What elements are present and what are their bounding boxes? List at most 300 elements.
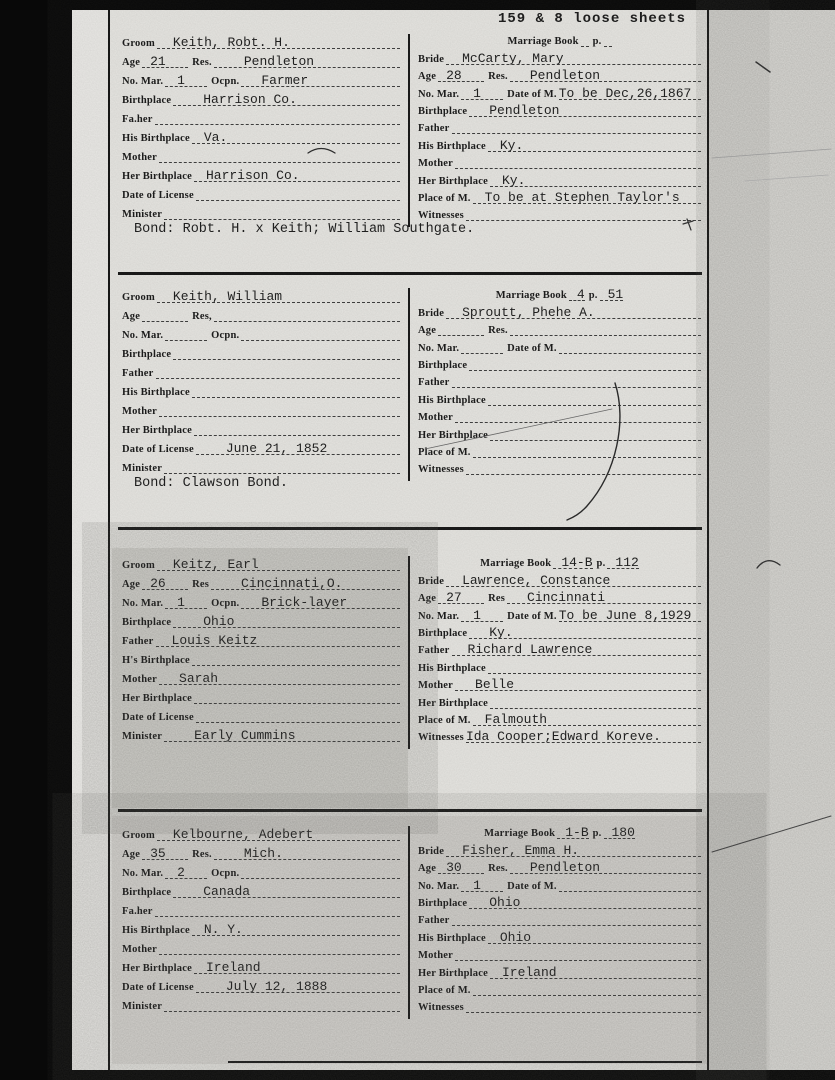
father-label: Father — [418, 123, 450, 135]
groom-her-birthplace-value: Ireland — [205, 960, 261, 975]
marriage-book-line — [557, 820, 588, 839]
groom-name-value: Keith, William — [172, 289, 283, 304]
field-row-groom-mother — [122, 144, 400, 163]
groom-label: Groom — [122, 292, 155, 303]
bond-note: Bond: Clawson Bond. — [134, 476, 288, 491]
field-row-groom-mother — [122, 666, 400, 685]
field-row-groom-nomar-ocpn — [122, 322, 400, 341]
field-row-groom-minister — [122, 201, 400, 220]
field-row-groom-age-res — [122, 571, 400, 590]
groom-his-birthplace-value: N. Y. — [203, 922, 243, 937]
field-row-groom-age-res — [122, 841, 400, 860]
groom-her-birthplace-line — [194, 685, 400, 704]
groom-birthplace-line — [173, 341, 400, 360]
ocpn-label: Ocpn. — [211, 330, 240, 341]
field-row-bride-mother — [418, 152, 701, 169]
mother-label: Mother — [418, 158, 454, 170]
bride-date-of-m-line — [559, 335, 701, 354]
his-birthplace-label: His Birthplace — [418, 140, 486, 152]
field-row-groom — [122, 822, 400, 841]
minister-label: Minister — [122, 1001, 163, 1012]
his-birthplace-label: His Birthplace — [418, 662, 486, 674]
res-label: Res. — [192, 849, 212, 860]
groom-birthplace-value: Canada — [203, 884, 251, 899]
groom-her-birthplace-line — [194, 163, 400, 182]
res-label: Res. — [488, 325, 508, 337]
groom-her-birthplace-line — [194, 417, 400, 436]
groom-his-birthplace-line — [192, 647, 400, 666]
record-center-divider — [408, 288, 410, 481]
field-row-bride-birthplace — [418, 622, 701, 639]
bride-res-value: Cincinnati — [527, 590, 606, 606]
field-row-groom-birthplace — [122, 341, 400, 360]
place-of-m-line — [473, 977, 701, 996]
bride-label: Bride — [418, 307, 445, 319]
field-row-bride-mother — [418, 944, 701, 961]
field-row-bride-her-birthplace — [418, 961, 701, 978]
groom-license-value: July 12, 1888 — [225, 979, 328, 994]
field-row-groom-license — [122, 704, 400, 723]
bride-name-value: McCarty, Mary — [462, 50, 564, 66]
bond-note: Bond: Robt. H. x Keith; William Southgate. — [134, 222, 475, 237]
field-row-witnesses — [418, 204, 701, 221]
field-row-bride-her-birthplace — [418, 169, 701, 186]
birthplace-label: Birthplace — [122, 95, 172, 106]
groom-mother-line — [159, 144, 400, 163]
groom-birthplace-line — [173, 609, 400, 628]
mother-label: Mother — [418, 680, 454, 692]
bride-her-birthplace-line — [490, 690, 701, 709]
field-row-groom-birthplace — [122, 609, 400, 628]
bride-age-line — [438, 63, 484, 82]
father-label: Father — [418, 645, 450, 657]
groom-name-value: Keitz, Earl — [172, 557, 259, 572]
bride-nomar-line — [461, 335, 503, 354]
field-row-place-of-m — [418, 187, 701, 204]
field-row-bride-age-res — [418, 319, 701, 336]
bride-birthplace-line — [469, 890, 701, 909]
page-gutter-strip — [72, 10, 108, 1070]
groom-his-birthplace-line — [192, 125, 400, 144]
page-margin-right — [709, 10, 835, 1070]
age-label: Age — [418, 863, 437, 875]
groom-mother-value: Sarah — [179, 671, 219, 686]
field-row-groom-her-birthplace — [122, 417, 400, 436]
bride-mother-value: Belle — [475, 677, 515, 693]
groom-age-line — [142, 571, 188, 590]
no-mar-label: No. Mar. — [122, 598, 164, 609]
record-center-divider — [408, 34, 410, 227]
field-row-bride-birthplace — [418, 354, 701, 371]
page-label: p. — [596, 558, 606, 570]
page-line — [607, 550, 638, 569]
groom-nomar-line — [165, 590, 207, 609]
bride-his-birthplace-line — [488, 655, 701, 674]
birthplace-label: Birthplace — [418, 105, 468, 117]
field-row-groom-her-birthplace — [122, 163, 400, 182]
bride-age-value: 28 — [446, 68, 462, 84]
bride-name-value: Fisher, Emma H. — [462, 842, 580, 858]
father-label: Father — [122, 636, 154, 647]
groom-column — [112, 284, 408, 475]
groom-nomar-value: 1 — [177, 595, 185, 610]
groom-column — [112, 822, 408, 1013]
marriage-book-value: 1-B — [565, 825, 589, 841]
groom-age-line — [142, 303, 188, 322]
field-row-bride-father — [418, 117, 701, 134]
groom-father-line — [156, 360, 400, 379]
res-label: Res. — [192, 57, 212, 68]
groom-father-line — [156, 628, 400, 647]
bride-her-birthplace-value: Ireland — [501, 964, 557, 980]
mother-label: Mother — [122, 674, 158, 685]
field-row-groom-his-birthplace — [122, 379, 400, 398]
res-label: Res. — [488, 863, 508, 875]
field-row-groom-minister — [122, 993, 400, 1012]
father-label: Fa.her — [122, 906, 153, 917]
her-birthplace-label: Her Birthplace — [418, 429, 488, 441]
place-of-m-label: Place of M. — [418, 714, 471, 726]
marriage-book-label: Marriage Book — [495, 290, 567, 302]
page-label: p. — [592, 36, 602, 48]
record-center-divider — [408, 826, 410, 1019]
field-row-groom — [122, 552, 400, 571]
groom-res-line — [214, 841, 400, 860]
field-row-bride-father — [418, 639, 701, 656]
groom-license-line — [196, 974, 400, 993]
no-mar-label: No. Mar. — [418, 880, 460, 892]
bride-her-birthplace-line — [490, 168, 701, 187]
his-birthplace-label: His Birthplace — [418, 394, 486, 406]
bride-her-birthplace-line — [490, 422, 701, 441]
marriage-book-value: 14-B — [561, 555, 593, 571]
field-row-bride — [418, 301, 701, 318]
bride-date-of-m-value: To be June 8,1929 — [558, 607, 692, 623]
field-row-bride — [418, 569, 701, 586]
field-row-groom-her-birthplace — [122, 955, 400, 974]
no-mar-label: No. Mar. — [418, 342, 460, 354]
groom-label: Groom — [122, 560, 155, 571]
mother-label: Mother — [122, 944, 158, 955]
field-row-groom-his-birthplace — [122, 647, 400, 666]
minister-label: Minister — [122, 731, 163, 742]
place-of-m-line — [473, 707, 701, 726]
groom-his-birthplace-line — [192, 379, 400, 398]
marriage-record — [112, 552, 707, 767]
his-birthplace-label: H's Birthplace — [122, 655, 190, 666]
her-birthplace-label: Her Birthplace — [122, 425, 192, 436]
groom-age-value: 21 — [150, 54, 166, 69]
page-border-left-line — [108, 8, 110, 1072]
res-label: Res, — [192, 311, 212, 322]
witnesses-line — [466, 724, 701, 743]
field-row-bride-nomar-dateofm — [418, 82, 701, 99]
field-row-groom-license — [122, 182, 400, 201]
bride-father-line — [452, 369, 701, 388]
groom-ocpn-line — [241, 322, 400, 341]
page-line — [600, 282, 624, 301]
film-band-top — [0, 0, 835, 10]
her-birthplace-label: Her Birthplace — [418, 697, 488, 709]
groom-mother-line — [159, 666, 400, 685]
bride-label: Bride — [418, 575, 445, 587]
mother-label: Mother — [418, 950, 454, 962]
bride-label: Bride — [418, 53, 445, 65]
age-label: Age — [122, 311, 141, 322]
groom-license-line — [196, 182, 400, 201]
date-of-m-label: Date of M. — [507, 342, 557, 354]
bride-age-line — [438, 317, 484, 336]
witnesses-label: Witnesses — [418, 210, 464, 222]
birthplace-label: Birthplace — [122, 887, 172, 898]
ocpn-label: Ocpn. — [211, 76, 240, 87]
field-row-groom-minister — [122, 455, 400, 474]
field-row-groom-license — [122, 974, 400, 993]
page-line — [604, 820, 635, 839]
bride-his-birthplace-line — [488, 133, 701, 152]
groom-label: Groom — [122, 38, 155, 49]
page-border-right-line — [707, 8, 709, 1072]
her-birthplace-label: Her Birthplace — [418, 967, 488, 979]
no-mar-label: No. Mar. — [122, 330, 164, 341]
father-label: Father — [122, 368, 154, 379]
field-row-witnesses — [418, 996, 701, 1013]
birthplace-label: Birthplace — [122, 617, 172, 628]
field-row-marriage-book — [418, 30, 701, 47]
res-label: Res. — [488, 71, 508, 83]
date-of-m-label: Date of M. — [507, 880, 557, 892]
field-row-place-of-m — [418, 979, 701, 996]
groom-license-line — [196, 436, 400, 455]
res-label: Res — [488, 593, 506, 605]
groom-age-line — [142, 49, 188, 68]
page-value: 51 — [607, 287, 624, 303]
field-row-bride-father — [418, 371, 701, 388]
field-row-groom-age-res — [122, 303, 400, 322]
field-row-groom-her-birthplace — [122, 685, 400, 704]
bride-his-birthplace-line — [488, 925, 701, 944]
res-label: Res — [192, 579, 210, 590]
field-row-bride-his-birthplace — [418, 926, 701, 943]
groom-minister-line — [164, 201, 400, 220]
field-row-place-of-m — [418, 709, 701, 726]
bride-column — [408, 30, 707, 221]
field-row-witnesses — [418, 726, 701, 743]
bride-her-birthplace-line — [490, 960, 701, 979]
witnesses-label: Witnesses — [418, 464, 464, 476]
groom-birthplace-line — [173, 87, 400, 106]
groom-mother-line — [159, 398, 400, 417]
father-label: Fa.her — [122, 114, 153, 125]
bride-column — [408, 822, 707, 1013]
her-birthplace-label: Her Birthplace — [122, 171, 192, 182]
ocpn-label: Ocpn. — [211, 868, 240, 879]
groom-res-value: Pendleton — [243, 54, 315, 69]
groom-nomar-value: 1 — [177, 73, 185, 88]
field-row-groom-his-birthplace — [122, 125, 400, 144]
bride-mother-line — [455, 150, 701, 169]
groom-nomar-line — [165, 322, 207, 341]
groom-license-value: June 21, 1852 — [225, 441, 328, 456]
place-of-m-line — [473, 439, 701, 458]
field-row-bride-nomar-dateofm — [418, 604, 701, 621]
witnesses-label: Witnesses — [418, 1002, 464, 1014]
field-row-groom — [122, 284, 400, 303]
bride-nomar-line — [461, 603, 503, 622]
groom-res-line — [214, 49, 400, 68]
record-center-divider — [408, 556, 410, 749]
witnesses-value: Ida Cooper;Edward Koreve. — [465, 729, 661, 745]
field-row-bride — [418, 839, 701, 856]
field-row-bride-mother — [418, 674, 701, 691]
bride-birthplace-line — [469, 352, 701, 371]
record-divider-line-2 — [118, 527, 702, 530]
her-birthplace-label: Her Birthplace — [418, 175, 488, 187]
page-bottom-rule — [228, 1061, 702, 1063]
date-of-license-label: Date of License — [122, 444, 194, 455]
ocpn-label: Ocpn. — [211, 598, 240, 609]
groom-name-line — [157, 284, 400, 303]
bride-mother-line — [455, 672, 701, 691]
place-of-m-line — [473, 185, 701, 204]
field-row-groom-license — [122, 436, 400, 455]
groom-label: Groom — [122, 830, 155, 841]
age-label: Age — [122, 579, 141, 590]
bride-age-line — [438, 585, 484, 604]
date-of-license-label: Date of License — [122, 712, 194, 723]
bride-age-line — [438, 855, 484, 874]
field-row-groom-nomar-ocpn — [122, 68, 400, 87]
bride-label: Bride — [418, 845, 445, 857]
groom-mother-line — [159, 936, 400, 955]
witnesses-line — [466, 456, 701, 475]
birthplace-label: Birthplace — [418, 359, 468, 371]
field-row-groom-nomar-ocpn — [122, 590, 400, 609]
field-row-bride-age-res — [418, 857, 701, 874]
groom-father-value: Louis Keitz — [171, 633, 258, 648]
field-row-bride-her-birthplace — [418, 423, 701, 440]
field-row-bride — [418, 47, 701, 64]
age-label: Age — [122, 849, 141, 860]
age-label: Age — [418, 593, 437, 605]
groom-father-line — [155, 898, 400, 917]
minister-label: Minister — [122, 463, 163, 474]
her-birthplace-label: Her Birthplace — [122, 693, 192, 704]
groom-ocpn-value: Brick-layer — [261, 595, 348, 610]
bride-his-birthplace-line — [488, 387, 701, 406]
no-mar-label: No. Mar. — [122, 76, 164, 87]
date-of-m-label: Date of M. — [507, 88, 557, 100]
birthplace-label: Birthplace — [122, 349, 172, 360]
groom-res-line — [214, 303, 400, 322]
field-row-bride-age-res — [418, 587, 701, 604]
groom-minister-value: Early Cummins — [194, 728, 296, 743]
groom-ocpn-line — [241, 590, 400, 609]
date-of-license-label: Date of License — [122, 190, 194, 201]
groom-ocpn-line — [241, 68, 400, 87]
place-of-m-value: To be at Stephen Taylor's — [484, 189, 680, 205]
marriage-book-line — [569, 282, 585, 301]
no-mar-label: No. Mar. — [418, 88, 460, 100]
groom-her-birthplace-value: Harrison Co. — [205, 168, 300, 183]
page-line — [604, 28, 612, 47]
date-of-license-label: Date of License — [122, 982, 194, 993]
groom-minister-line — [164, 723, 400, 742]
place-of-m-label: Place of M. — [418, 192, 471, 204]
field-row-groom-minister — [122, 723, 400, 742]
groom-nomar-line — [165, 860, 207, 879]
his-birthplace-label: His Birthplace — [122, 387, 190, 398]
loose-sheets-note: 159 & 8 loose sheets — [498, 11, 687, 27]
groom-age-value: 26 — [150, 576, 166, 591]
bride-his-birthplace-value: Ohio — [499, 929, 532, 945]
bride-mother-line — [455, 942, 701, 961]
birthplace-label: Birthplace — [418, 627, 468, 639]
field-row-bride-his-birthplace — [418, 388, 701, 405]
groom-birthplace-value: Ohio — [203, 614, 235, 629]
bride-name-value: Lawrence, Constance — [462, 572, 611, 588]
bride-father-line — [452, 637, 701, 656]
bride-birthplace-line — [469, 620, 701, 639]
bride-father-line — [452, 907, 701, 926]
his-birthplace-label: His Birthplace — [122, 133, 190, 144]
bride-age-value: 27 — [446, 590, 462, 606]
groom-license-line — [196, 704, 400, 723]
bride-date-of-m-line — [559, 873, 701, 892]
place-of-m-label: Place of M. — [418, 984, 471, 996]
groom-ocpn-value: Farmer — [261, 73, 309, 88]
field-row-groom-father — [122, 898, 400, 917]
date-of-m-label: Date of M. — [507, 610, 557, 622]
field-row-bride-age-res — [418, 65, 701, 82]
bride-res-line — [510, 855, 701, 874]
bride-age-value: 30 — [446, 860, 462, 876]
field-row-marriage-book — [418, 552, 701, 569]
bride-father-value: Richard Lawrence — [467, 642, 593, 658]
field-row-bride-nomar-dateofm — [418, 336, 701, 353]
bride-res-line — [510, 63, 701, 82]
groom-column — [112, 552, 408, 743]
field-row-bride-birthplace — [418, 100, 701, 117]
bride-date-of-m-line — [559, 81, 701, 100]
his-birthplace-label: His Birthplace — [418, 932, 486, 944]
bride-date-of-m-value: To be Dec,26,1867 — [558, 85, 692, 101]
groom-name-value: Kelbourne, Adebert — [172, 827, 314, 842]
bride-date-of-m-line — [559, 603, 701, 622]
field-row-groom-nomar-ocpn — [122, 860, 400, 879]
minister-label: Minister — [122, 209, 163, 220]
field-row-bride-mother — [418, 406, 701, 423]
bride-name-line — [446, 300, 701, 319]
field-row-groom-his-birthplace — [122, 917, 400, 936]
groom-age-value: 35 — [150, 846, 166, 861]
field-row-marriage-book — [418, 284, 701, 301]
groom-column — [112, 30, 408, 221]
marriage-book-line — [553, 550, 592, 569]
bride-mother-line — [455, 404, 701, 423]
witnesses-line — [466, 994, 701, 1013]
field-row-bride-birthplace — [418, 892, 701, 909]
marriage-record — [112, 284, 707, 499]
field-row-witnesses — [418, 458, 701, 475]
marriage-book-line — [581, 28, 589, 47]
bride-res-line — [510, 317, 701, 336]
page-value: 112 — [615, 555, 639, 571]
groom-her-birthplace-line — [194, 955, 400, 974]
birthplace-label: Birthplace — [418, 897, 468, 909]
bride-birthplace-line — [469, 98, 701, 117]
bride-column — [408, 552, 707, 743]
